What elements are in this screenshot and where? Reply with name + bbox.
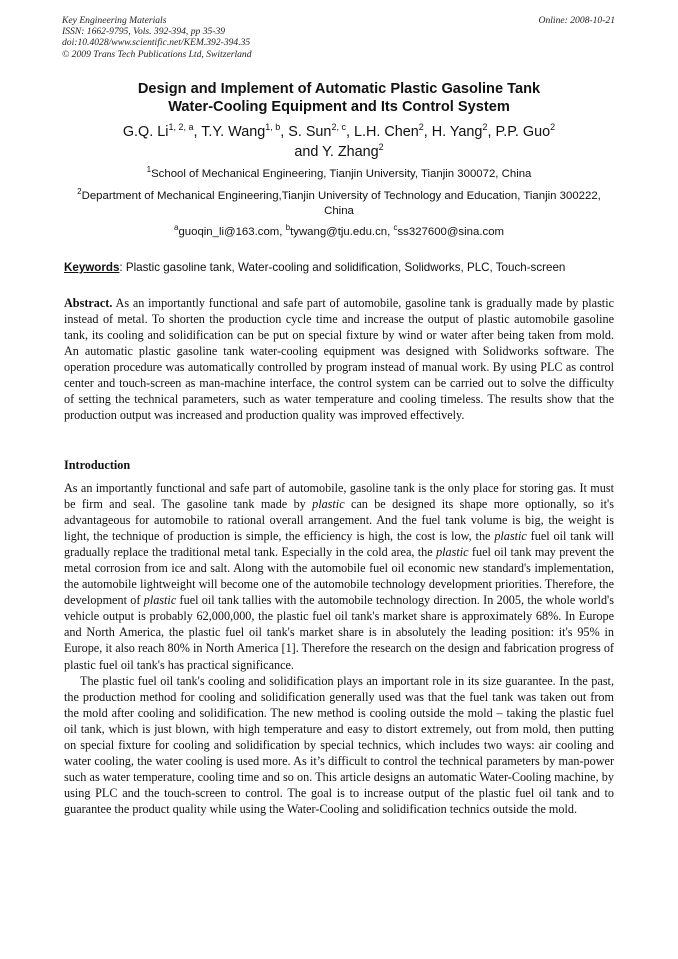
title-line-2: Water-Cooling Equipment and Its Control System bbox=[168, 99, 510, 115]
online-date: Online: 2008-10-21 bbox=[538, 15, 615, 26]
paper-title bbox=[0, 80, 678, 116]
keywords-text: : Plastic gasoline tank, Water-cooling and solidification, Solidworks, PLC, Touch-screen bbox=[119, 261, 566, 274]
intro-paragraph-2: The plastic fuel oil tank's cooling and solidification plays an important role in its size guarantee. In the past, the production method for cooling and solidification generally used was that the fuel tank was taken out from the mold after cooling and solidification. The new method is cooling outside the mold – taking the plastic fuel oil tank, which is just blown, with high temperature and easy to distort extremely, out from mold, then putting on special fixture for cooling and solidification by special technics, which includes two ways: air cooling and water cooling, the water cooling is used more. As it’s difficult to control the technical parameters by man-power such as water temperature, cooling time and so on. This article designs an automatic Water-Cooling machine, by using PLC and the touch-screen to control. The goal is to increase output of the plastic fuel oil tank and to guarantee the product quality while using the Water-Cooling and solidification technics outside the mold. bbox=[64, 673, 614, 816]
author: L.H. Chen$^2$, bbox=[353, 122, 432, 140]
intro-paragraph-1: As an importantly functional and safe part of automobile, gasoline tank is the only place for storing gas. It must be firm and seal. The gasoline tank made by plastic can be designed its shape more optionally, so it's advantageous for automobile to rational overall arrangement. And the fuel tank volume is big, the weight is light, the technique of production is simple, the efficiency is high, the cost is low, the plastic fuel oil tank will gradually replace the traditional metal tank. Especially in the cold area, the plastic fuel oil tank may prevent the metal corrosion from ice and salt. Along with the automobile fuel oil economic new standard's implementation, the automobile lightweight will become one of the automobile technology development priorities. Therefore, the development of plastic fuel oil tank tallies with the automobile technology direction. In 2005, the whole world's vehicle output is probably 62,000,000, the plastic fuel oil tank's market share is approximately 68%. In Europe and North America, the plastic fuel oil tank's market share is in absolutely the leading position: it's 95% in Europe, it also reach 80% in North America [1]. Therefore the research on the design and fabrication progress of plastic fuel oil tank's has practical significance. bbox=[64, 481, 614, 672]
author: S. Sun$^{2, c}$, bbox=[288, 122, 354, 140]
author-list bbox=[60, 122, 618, 162]
keywords-label: Keywords bbox=[64, 261, 120, 274]
abstract-text: As an importantly functional and safe part of automobile, gasoline tank is gradually made by plastic instead of metal. To shorten the production cycle time and increase the output of plastic automobile gasoline tank, its cooling and solidification can be put on special fixture by wind or water after being taken from mold. An automatic plastic gasoline tank water-cooling equipment was designed with Solidworks software. The operation procedure was automatically controlled by program instead of manual work. By using PLC as control center and touch-screen as man-machine interface, the control system can be carried out to solve the difficulty of setting the technical parameters, such as water temperature and cooling timeless. The results show that the production output was increased and production quality was improved effectively. bbox=[64, 296, 614, 423]
journal-header bbox=[62, 15, 252, 60]
abstract-label: Abstract. bbox=[64, 296, 113, 310]
author: and Y. Zhang$^2$ bbox=[294, 142, 384, 160]
author: H. Yang$^2$, bbox=[431, 122, 496, 140]
introduction-body bbox=[64, 480, 614, 817]
issn-line: ISSN: 1662-9795, Vols. 392-394, pp 35-39 bbox=[62, 26, 226, 38]
author: P.P. Guo$^2$ bbox=[495, 122, 556, 140]
keywords bbox=[64, 260, 624, 275]
affiliation-2: $^2$Department of Mechanical Engineering,Tianjin University of Technology and Education, Tianjin 300222, China bbox=[77, 187, 601, 217]
email-list: $^a$guoqin_li@163.com, $^b$tywang@tju.edu.cn, $^c$ss327600@sina.com bbox=[173, 223, 505, 238]
affiliation-1: $^1$School of Mechanical Engineering, Tianjin University, Tianjin 300072, China bbox=[146, 165, 532, 180]
copyright-line: © 2009 Trans Tech Publications Ltd, Switzerland bbox=[62, 48, 252, 60]
abstract bbox=[64, 295, 614, 423]
author: T.Y. Wang$^{1, b}$, bbox=[201, 122, 289, 140]
section-heading-introduction: Introduction bbox=[64, 458, 131, 472]
author: G.Q. Li$^{1, 2, a}$, bbox=[122, 122, 202, 140]
doi-line: doi:10.4028/www.scientific.net/KEM.392-394.35 bbox=[62, 37, 251, 49]
journal-name: Key Engineering Materials bbox=[62, 15, 167, 26]
title-line-1: Design and Implement of Automatic Plastic Gasoline Tank bbox=[137, 81, 541, 97]
